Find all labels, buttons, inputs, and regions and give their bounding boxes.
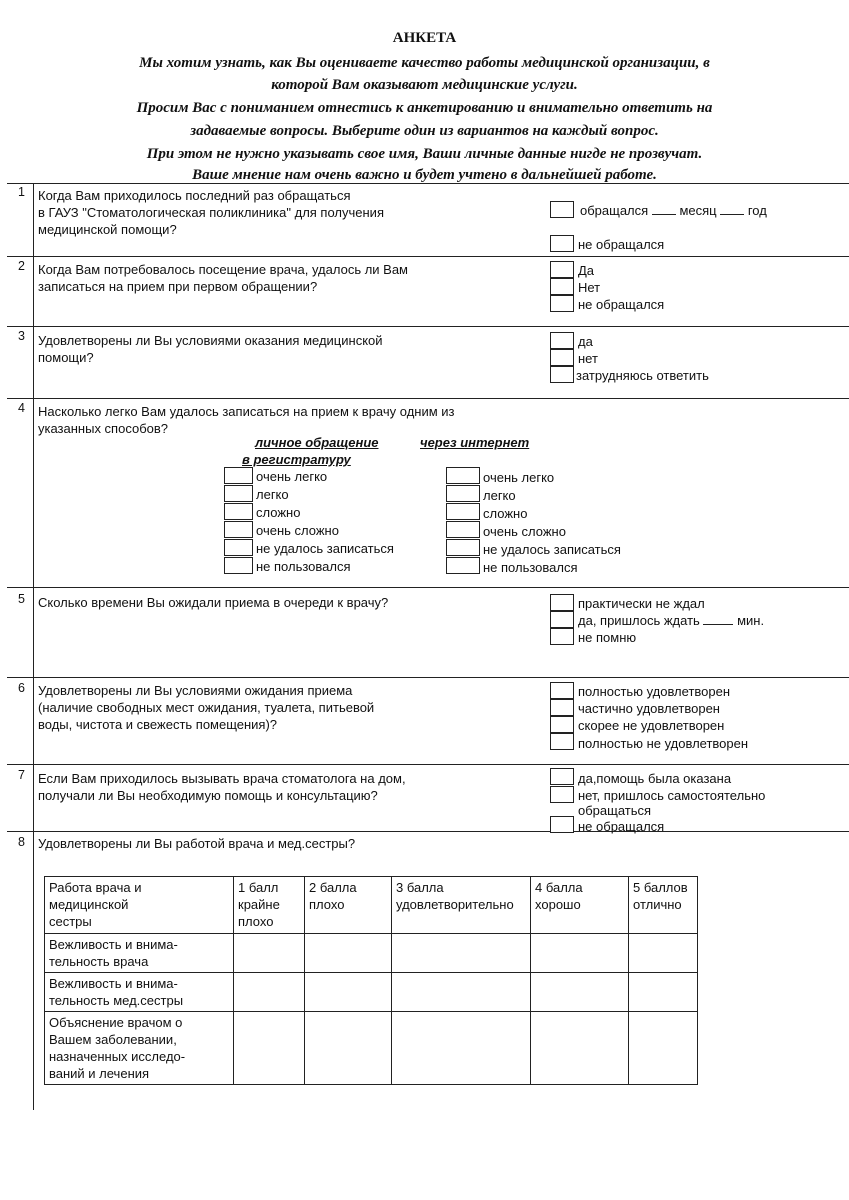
- cell-line: 3 балла: [396, 880, 444, 895]
- checkbox[interactable]: [550, 786, 574, 803]
- question-line: в ГАУЗ "Стоматологическая поликлиника" для получения: [38, 205, 384, 220]
- cell-line: крайне: [238, 897, 280, 912]
- checkbox[interactable]: [550, 733, 574, 750]
- table-row: [45, 973, 698, 1012]
- checkbox[interactable]: [550, 349, 574, 366]
- checkbox[interactable]: [446, 521, 480, 538]
- intro-line-3: Просим Вас с пониманием отнестись к анкетированию и внимательно ответить на: [136, 100, 713, 116]
- q4-option: легко: [256, 487, 289, 502]
- fill-in-blank[interactable]: [703, 612, 733, 625]
- rating-cell[interactable]: [531, 934, 629, 973]
- q7-option-3: не обращался: [578, 819, 665, 834]
- rating-cell[interactable]: [531, 1012, 629, 1085]
- question-2-text: [38, 261, 408, 295]
- question-1-text: [38, 187, 384, 238]
- question-number: 3: [18, 329, 25, 343]
- checkbox[interactable]: [550, 366, 574, 383]
- option-label: да, пришлось ждать: [578, 613, 700, 628]
- q2-option: Нет: [578, 280, 601, 295]
- question-5-text: Сколько времени Вы ожидали приема в очереди к врачу?: [38, 595, 389, 610]
- question-line: воды, чистота и свежесть помещения)?: [38, 717, 278, 732]
- q4-option: очень легко: [256, 469, 328, 484]
- question-number: 6: [18, 681, 25, 695]
- question-line: Удовлетворены ли Вы условиями оказания медицинской: [38, 333, 383, 348]
- question-4-text: [38, 403, 455, 437]
- divider: [33, 183, 34, 1110]
- rating-cell[interactable]: [392, 934, 531, 973]
- intro-line-1: Мы хотим узнать, как Вы оцениваете качество работы медицинской организации, в: [139, 55, 710, 71]
- q4-column-head-1: личное обращение: [255, 435, 379, 450]
- checkbox[interactable]: [550, 628, 574, 645]
- divider: [7, 326, 849, 327]
- question-number: 5: [18, 592, 25, 606]
- q6-option: полностью не удовлетворен: [578, 736, 749, 751]
- cell-line: ваний и лечения: [49, 1066, 150, 1081]
- q4-option: не удалось записаться: [483, 542, 621, 557]
- cell-line: 2 балла: [309, 880, 357, 895]
- question-line: Удовлетворены ли Вы условиями ожидания приема: [38, 683, 353, 698]
- option-label: месяц: [679, 203, 717, 218]
- checkbox[interactable]: [550, 682, 574, 699]
- rating-cell[interactable]: [234, 973, 305, 1012]
- q4-option: не пользовался: [483, 560, 578, 575]
- q2-option: Да: [578, 263, 595, 278]
- intro-line-6: Ваше мнение нам очень важно и будет учтено в дальнейшей работе.: [192, 167, 657, 183]
- divider: [7, 677, 849, 678]
- rating-cell[interactable]: [392, 1012, 531, 1085]
- option-label: год: [747, 203, 767, 218]
- checkbox[interactable]: [446, 539, 480, 556]
- table-col-head: [629, 877, 698, 934]
- rating-cell[interactable]: [234, 934, 305, 973]
- divider: [7, 256, 849, 257]
- checkbox[interactable]: [224, 539, 253, 556]
- question-line: Когда Вам приходилось последний раз обращаться: [38, 188, 351, 203]
- cell-line: 1 балл: [238, 880, 279, 895]
- checkbox[interactable]: [550, 699, 574, 716]
- option-label: мин.: [737, 613, 765, 628]
- table-col-head: [392, 877, 531, 934]
- rating-cell[interactable]: [305, 934, 392, 973]
- question-line: Если Вам приходилось вызывать врача стоматолога на дом,: [38, 771, 406, 786]
- question-number: 7: [18, 768, 25, 782]
- checkbox[interactable]: [446, 557, 480, 574]
- q7-option-2: [578, 787, 765, 819]
- option-label: обращаться: [578, 803, 652, 818]
- question-line: указанных способов?: [38, 421, 169, 436]
- table-col-head: [305, 877, 392, 934]
- option-label: обращался: [580, 203, 649, 218]
- checkbox[interactable]: [224, 521, 253, 538]
- rating-cell[interactable]: [629, 934, 698, 973]
- rating-table: [44, 876, 698, 1085]
- divider: [7, 764, 849, 765]
- cell-line: сестры: [49, 914, 92, 929]
- question-line: помощи?: [38, 350, 94, 365]
- cell-line: тельность мед.сестры: [49, 993, 184, 1008]
- table-row: [45, 1012, 698, 1085]
- checkbox[interactable]: [224, 557, 253, 574]
- intro-line-5: При этом не нужно указывать свое имя, Ваши личные данные нигде не прозвучат.: [146, 146, 703, 162]
- checkbox[interactable]: [550, 332, 574, 349]
- table-row-label: [45, 934, 234, 973]
- cell-line: Работа врача и: [49, 880, 142, 895]
- table-row-label: [45, 973, 234, 1012]
- rating-cell[interactable]: [629, 973, 698, 1012]
- fill-in-blank[interactable]: [652, 202, 676, 215]
- cell-line: хорошо: [535, 897, 581, 912]
- cell-line: тельность врача: [49, 954, 149, 969]
- divider: [7, 587, 849, 588]
- checkbox[interactable]: [550, 295, 574, 312]
- question-3-text: [38, 332, 383, 366]
- cell-line: назначенных исследо-: [49, 1049, 186, 1064]
- table-row: [45, 934, 698, 973]
- rating-cell[interactable]: [305, 973, 392, 1012]
- checkbox[interactable]: [446, 467, 480, 484]
- divider: [7, 398, 849, 399]
- checkbox[interactable]: [550, 594, 574, 611]
- cell-line: удовлетворительно: [396, 897, 514, 912]
- rating-cell[interactable]: [531, 973, 629, 1012]
- fill-in-blank[interactable]: [720, 202, 744, 215]
- q3-option: нет: [578, 351, 598, 366]
- q4-option: очень сложно: [483, 524, 566, 539]
- checkbox[interactable]: [550, 278, 574, 295]
- question-number: 2: [18, 259, 25, 273]
- checkbox[interactable]: [224, 467, 253, 484]
- q5-option-2: [578, 612, 764, 629]
- question-line: записаться на прием при первом обращении?: [38, 279, 318, 294]
- checkbox[interactable]: [550, 235, 574, 252]
- checkbox[interactable]: [550, 768, 574, 785]
- table-col-head: [531, 877, 629, 934]
- q2-option: не обращался: [578, 297, 665, 312]
- intro-line-2: которой Вам оказывают медицинские услуги.: [271, 77, 578, 93]
- rating-cell[interactable]: [629, 1012, 698, 1085]
- checkbox[interactable]: [550, 816, 574, 833]
- option-label: нет, пришлось самостоятельно: [578, 788, 766, 803]
- question-number: 1: [18, 185, 25, 199]
- checkbox[interactable]: [224, 485, 253, 502]
- q1-option-2: не обращался: [578, 237, 665, 252]
- cell-line: 4 балла: [535, 880, 583, 895]
- question-line: медицинской помощи?: [38, 222, 177, 237]
- checkbox[interactable]: [550, 611, 574, 628]
- cell-line: Объяснение врачом о: [49, 1015, 183, 1030]
- cell-line: плохо: [238, 914, 274, 929]
- question-number: 8: [18, 835, 25, 849]
- q6-option: полностью удовлетворен: [578, 684, 731, 699]
- cell-line: медицинской: [49, 897, 129, 912]
- q3-option: затрудняюсь ответить: [576, 368, 709, 383]
- checkbox[interactable]: [224, 503, 253, 520]
- question-line: Насколько легко Вам удалось записаться на прием к врачу одним из: [38, 404, 455, 419]
- checkbox[interactable]: [550, 716, 574, 733]
- q6-option: скорее не удовлетворен: [578, 718, 725, 733]
- table-header-row: [45, 877, 698, 934]
- rating-cell[interactable]: [392, 973, 531, 1012]
- q4-option: не удалось записаться: [256, 541, 394, 556]
- cell-line: отлично: [633, 897, 682, 912]
- question-6-text: [38, 682, 374, 733]
- table-row-label: [45, 1012, 234, 1085]
- question-8-text: Удовлетворены ли Вы работой врача и мед.сестры?: [38, 836, 356, 851]
- question-line: (наличие свободных мест ожидания, туалета, питьевой: [38, 700, 375, 715]
- divider: [7, 831, 849, 832]
- checkbox[interactable]: [446, 503, 480, 520]
- q4-option: очень сложно: [256, 523, 339, 538]
- q4-option: сложно: [483, 506, 528, 521]
- q4-option: легко: [483, 488, 516, 503]
- intro-line-4: задаваемые вопросы. Выберите один из вариантов на каждый вопрос.: [190, 123, 659, 139]
- q5-option-1: практически не ждал: [578, 596, 705, 611]
- divider: [7, 183, 849, 184]
- table-col-head: [234, 877, 305, 934]
- q4-column-head-1b: в регистратуру: [242, 452, 351, 467]
- checkbox[interactable]: [550, 201, 574, 218]
- rating-cell[interactable]: [234, 1012, 305, 1085]
- question-7-text: [38, 770, 406, 804]
- q4-option: очень легко: [483, 470, 555, 485]
- cell-line: 5 баллов: [633, 880, 688, 895]
- q3-option: да: [578, 334, 593, 349]
- question-line: Когда Вам потребовалось посещение врача, удалось ли Вам: [38, 262, 408, 277]
- cell-line: Вежливость и внима-: [49, 937, 178, 952]
- question-line: получали ли Вы необходимую помощь и консультацию?: [38, 788, 378, 803]
- q7-option-1: да,помощь была оказана: [578, 771, 732, 786]
- q5-option-3: не помню: [578, 630, 637, 645]
- question-number: 4: [18, 401, 25, 415]
- checkbox[interactable]: [550, 261, 574, 278]
- cell-line: Вашем заболевании,: [49, 1032, 177, 1047]
- cell-line: плохо: [309, 897, 345, 912]
- cell-line: Вежливость и внима-: [49, 976, 178, 991]
- q4-column-head-2: через интернет: [420, 435, 530, 450]
- rating-cell[interactable]: [305, 1012, 392, 1085]
- page-title: АНКЕТА: [392, 30, 457, 46]
- q1-option-1: [580, 202, 767, 219]
- checkbox[interactable]: [446, 485, 480, 502]
- q4-option: не пользовался: [256, 559, 351, 574]
- q4-option: сложно: [256, 505, 301, 520]
- table-corner-cell: [45, 877, 234, 934]
- q6-option: частично удовлетворен: [578, 701, 720, 716]
